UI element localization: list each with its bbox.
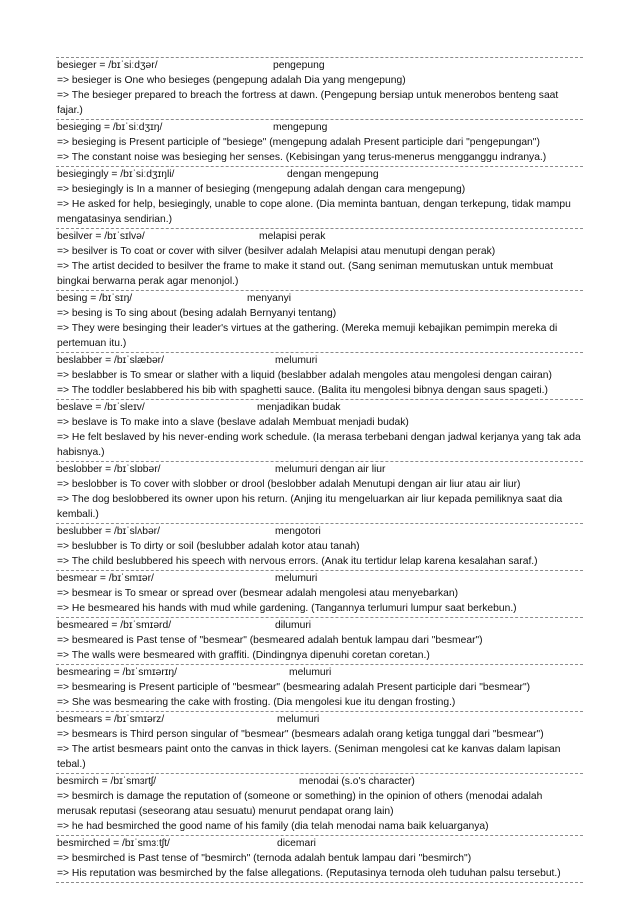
- dictionary-entry: [56, 711, 583, 773]
- dictionary-entry: [56, 290, 583, 352]
- entry-header: [57, 774, 582, 789]
- entry-translation: mengotori: [275, 526, 321, 537]
- entry-translation: dicemari: [277, 838, 316, 849]
- entry-example: => The artist decided to besilver the frame to make it stand out. (Sang seniman memutuskan untuk membuat bingkai berwarna perak agar menonjol.): [57, 261, 554, 287]
- entry-example: => The artist besmears paint onto the canvas in thick layers. (Seniman mengolesi cat ke kanvas dalam lapisan tebal.): [57, 744, 561, 770]
- entry-example: => The dog beslobbered its owner upon his return. (Anjing itu mengeluarkan air liur kepada pemiliknya saat dia kembali.): [57, 494, 563, 520]
- entry-header: [57, 462, 582, 477]
- dictionary-entry: [56, 664, 583, 711]
- entry-translation: menodai (s.o's character): [299, 776, 415, 787]
- entry-example: => The besieger prepared to breach the fortress at dawn. (Pengepung bersiap untuk menerobos benteng saat fajar.): [57, 90, 559, 116]
- dictionary-entry: [56, 617, 583, 664]
- entry-translation: dilumuri: [275, 620, 312, 631]
- entry-header: [57, 400, 582, 415]
- entry-word: besmears = /bɪˈsmɪərz/: [57, 714, 165, 725]
- entry-definition: => besmears is Third person singular of "besmear" (besmears adalah orang ketiga tunggal dari "besmear"): [57, 729, 544, 740]
- entry-example: => They were besinging their leader's virtues at the gathering. (Mereka memuji kebajikan pemimpin mereka di pertemuan itu.): [57, 323, 558, 349]
- dictionary-entry: [56, 166, 583, 228]
- entry-header: [57, 229, 582, 244]
- entry-definition: => besieger is One who besieges (pengepung adalah Dia yang mengepung): [57, 75, 406, 86]
- entry-definition: => beslabber is To smear or slather with a liquid (beslabber adalah mengoles atau mengolesi dengan cairan): [57, 370, 552, 381]
- entry-translation: mengepung: [273, 122, 328, 133]
- entry-header: [57, 712, 582, 727]
- entry-definition: => besilver is To coat or cover with silver (besilver adalah Melapisi atau menutupi dengan perak): [57, 246, 496, 257]
- entry-word: besing = /bɪˈsɪŋ/: [57, 293, 133, 304]
- entry-word: beslabber = /bɪˈslæbər/: [57, 355, 164, 366]
- dictionary-entry: [56, 773, 583, 835]
- entry-definition: => beslave is To make into a slave (beslave adalah Membuat menjadi budak): [57, 417, 409, 428]
- entry-definition: => beslubber is To dirty or soil (beslubber adalah kotor atau tanah): [57, 541, 360, 552]
- entry-word: besiegingly = /bɪˈsiːdʒɪŋli/: [57, 169, 175, 180]
- dictionary-entry: [56, 835, 583, 883]
- entry-example: => His reputation was besmirched by the false allegations. (Reputasinya ternoda oleh tuduhan palsu tersebut.): [57, 868, 561, 879]
- entry-definition: => beslobber is To cover with slobber or drool (beslobber adalah Menutupi dengan air liur atau air liur): [57, 479, 521, 490]
- entry-definition: => besmirch is damage the reputation of (someone or something) in the opinion of others (menodai adalah merusak reputasi (seseorang atau sesuatu) menurut pendapat orang lain): [57, 791, 543, 817]
- entry-word: besmirched = /bɪˈsmɜːtʃt/: [57, 838, 170, 849]
- entry-word: besilver = /bɪˈsɪlvə/: [57, 231, 145, 242]
- dictionary-entry: [56, 523, 583, 570]
- entry-word: besmirch = /bɪˈsmɜrtʃ/: [57, 776, 157, 787]
- entry-definition: => besing is To sing about (besing adalah Bernyanyi tentang): [57, 308, 337, 319]
- entry-header: [57, 836, 582, 851]
- entry-translation: melumuri: [275, 355, 318, 366]
- entry-header: [57, 665, 582, 680]
- entry-word: besieging = /bɪˈsiːdʒɪŋ/: [57, 122, 163, 133]
- entry-word: beslobber = /bɪˈslɒbər/: [57, 464, 161, 475]
- entry-word: beslubber = /bɪˈslʌbər/: [57, 526, 160, 537]
- entry-word: besieger = /bɪˈsiːdʒər/: [57, 60, 158, 71]
- entry-example: => He felt beslaved by his never-ending work schedule. (Ia merasa terbebani dengan jadwal kerjanya yang tak ada habisnya.): [57, 432, 581, 458]
- entry-translation: melumuri: [289, 667, 332, 678]
- entry-translation: melumuri: [275, 573, 318, 584]
- entry-example: => He asked for help, besiegingly, unable to cope alone. (Dia meminta bantuan, dengan terkepung, tidak mampu mengatasinya sendirian.): [57, 199, 571, 225]
- entry-header: [57, 120, 582, 135]
- entry-definition: => besieging is Present participle of "besiege" (mengepung adalah Present participle dari "pengepungan"): [57, 137, 540, 148]
- dictionary-entry: [56, 57, 583, 119]
- entry-word: besmearing = /bɪˈsmɪərɪŋ/: [57, 667, 178, 678]
- entry-example: => The constant noise was besieging her senses. (Kebisingan yang terus-menerus mengganggu indranya.): [57, 152, 547, 163]
- entry-header: [57, 58, 582, 73]
- dictionary-entry: [56, 228, 583, 290]
- entry-example: => She was besmearing the cake with frosting. (Dia mengolesi kue itu dengan frosting.): [57, 697, 456, 708]
- entry-header: [57, 167, 582, 182]
- entry-translation: menjadikan budak: [257, 402, 341, 413]
- entry-header: [57, 618, 582, 633]
- entry-definition: => besmirched is Past tense of "besmirch" (ternoda adalah bentuk lampau dari "besmirch"): [57, 853, 472, 864]
- entry-example: => The walls were besmeared with graffiti. (Dindingnya dipenuhi coretan coretan.): [57, 650, 430, 661]
- entry-definition: => besiegingly is In a manner of besieging (mengepung adalah dengan cara mengepung): [57, 184, 466, 195]
- entry-word: besmear = /bɪˈsmɪər/: [57, 573, 154, 584]
- entry-translation: pengepung: [273, 60, 325, 71]
- entry-definition: => besmeared is Past tense of "besmear" (besmeared adalah bentuk lampau dari "besmear"): [57, 635, 483, 646]
- entry-header: [57, 291, 582, 306]
- entry-translation: melumuri dengan air liur: [275, 464, 386, 475]
- entry-definition: => besmear is To smear or spread over (besmear adalah mengolesi atau menyebarkan): [57, 588, 459, 599]
- entry-word: beslave = /bɪˈsleɪv/: [57, 402, 145, 413]
- entry-translation: melapisi perak: [259, 231, 326, 242]
- entry-example: => The child beslubbered his speech with nervous errors. (Anak itu tertidur lelap karena kesalahan saraf.): [57, 556, 538, 567]
- dictionary-page: [56, 57, 583, 883]
- dictionary-entry: [56, 461, 583, 523]
- entry-header: [57, 571, 582, 586]
- entry-header: [57, 353, 582, 368]
- dictionary-entry: [56, 399, 583, 461]
- entry-example: => he had besmirched the good name of his family (dia telah menodai nama baik keluarganya): [57, 821, 489, 832]
- dictionary-entry: [56, 352, 583, 399]
- entry-example: => He besmeared his hands with mud while gardening. (Tangannya terlumuri lumpur saat berkebun.): [57, 603, 517, 614]
- dictionary-entry: [56, 570, 583, 617]
- entry-translation: menyanyi: [247, 293, 292, 304]
- entry-translation: melumuri: [277, 714, 320, 725]
- entry-word: besmeared = /bɪˈsmɪərd/: [57, 620, 172, 631]
- entry-definition: => besmearing is Present participle of "besmear" (besmearing adalah Present participle dari "besmear"): [57, 682, 531, 693]
- entry-example: => The toddler beslabbered his bib with spaghetti sauce. (Balita itu mengolesi bibnya dengan saus spageti.): [57, 385, 548, 396]
- entry-header: [57, 524, 582, 539]
- dictionary-entry: [56, 119, 583, 166]
- entry-translation: dengan mengepung: [287, 169, 379, 180]
